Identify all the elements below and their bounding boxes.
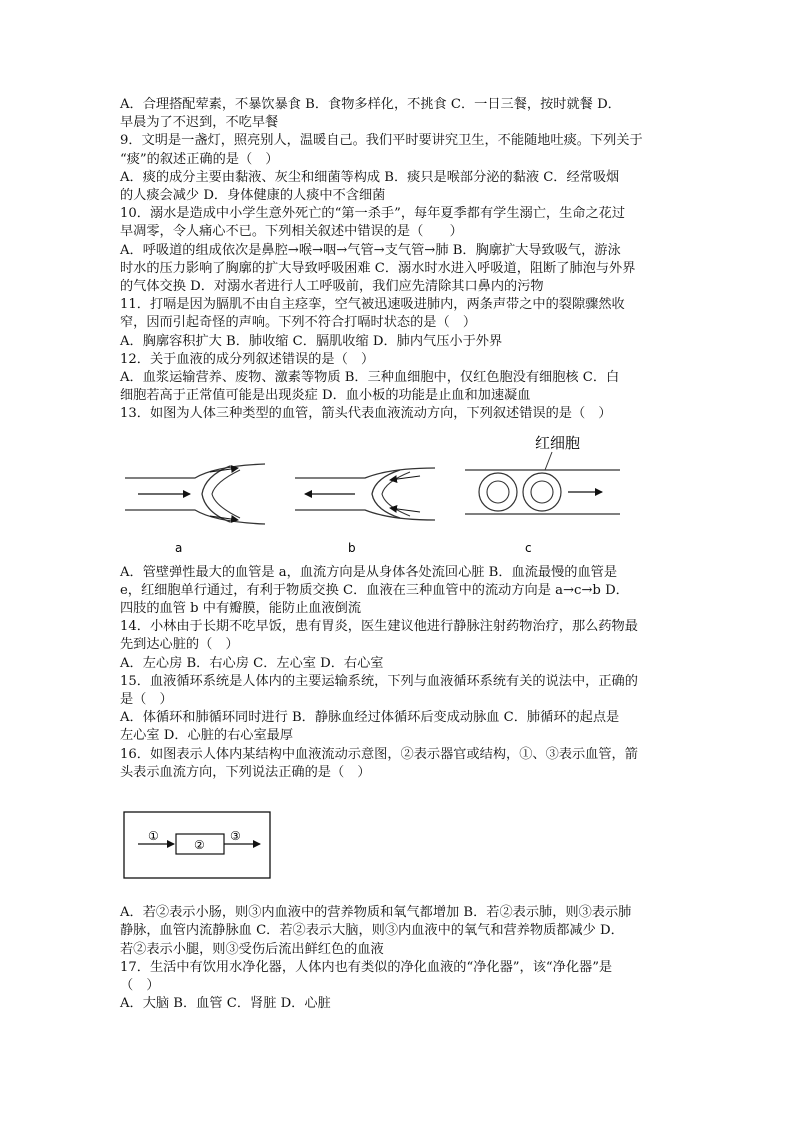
text-line: “痰”的叙述正确的是（ ）	[120, 151, 279, 167]
text-line: 早凋零，令人痛心不已。下列相关叙述中错误的是（ ）	[120, 224, 463, 240]
vessel-3-label: ③	[230, 829, 241, 844]
text-line: 细胞若高于正常值可能是出现炎症 D．血小板的功能是止血和加速凝血	[120, 388, 531, 404]
text-line: 窄，因而引起奇怪的声响。下列不符合打嗝时状态的是（ ）	[120, 315, 477, 331]
red-blood-cell-label: 红细胞	[535, 433, 581, 452]
vessel-1-label: ①	[148, 829, 159, 844]
text-line: 头表示血流方向，下列说法正确的是（ ）	[120, 764, 371, 780]
vessel-c-diagram	[465, 434, 620, 555]
text-block-3	[120, 904, 680, 1013]
question-9: 9．文明是一盏灯，照亮别人，温暖自己。我们平时要讲究卫生，不能随地吐痰。下列关于	[120, 133, 643, 149]
text-line: 若②表示小腿，则③受伤后流出鲜红色的血液	[120, 941, 384, 957]
text-line: A．管壁弹性最大的血管是 a，血流方向是从身体各处流回心脏 B．血流最慢的血管是	[120, 564, 618, 580]
text-block-2	[120, 564, 680, 782]
question-15: 15．血液循环系统是人体内的主要运输系统，下列与血液循环系统有关的说法中，正确的	[120, 673, 638, 689]
text-line: 时水的压力影响了胸廓的扩大导致呼吸困难 C．溺水时水进入呼吸道，阻断了肺泡与外界	[120, 260, 636, 276]
vessel-b-diagram	[295, 468, 435, 555]
question-17: 17．生活中有饮用水净化器，人体内也有类似的净化血液的“净化器”，该“净化器”是	[120, 959, 613, 975]
text-line: 四肢的血管 b 中有瓣膜，能防止血液倒流	[120, 601, 362, 617]
text-line: 先到达心脏的（ ）	[120, 637, 239, 653]
organ-2-label: ②	[194, 838, 205, 853]
text-line: 的气体交换 D．对溺水者进行人工呼吸前，我们应先清除其口鼻内的污物	[120, 279, 544, 295]
text-line: 的人痰会减少 D．身体健康的人痰中不含细菌	[120, 188, 386, 204]
text-line: 静脉，血管内流静脉血 C．若②表示大脑，则③内血液中的氧气和营养物质都减少 D．	[120, 923, 624, 939]
text-line: A．体循环和肺循环同时进行 B．静脉血经过体循环后变成动脉血 C．肺循环的起点是	[120, 710, 620, 726]
blood-vessel-figure	[120, 430, 680, 560]
text-line: 左心室 D．心脏的右心室最厚	[120, 728, 294, 744]
text-line: A．胸廓容积扩大 B．肺收缩 C．膈肌收缩 D．肺内气压小于外界	[120, 333, 503, 349]
vessel-a-diagram	[125, 464, 265, 555]
question-13: 13．如图为人体三种类型的血管，箭头代表血液流动方向，下列叙述错误的是（ ）	[120, 406, 612, 422]
text-line: e，红细胞单行通过，有利于物质交换 C．血液在三种血管中的流动方向是 a→c→b D．	[120, 582, 629, 598]
text-line: A．合理搭配荤素，不暴饮暴食 B．食物多样化，不挑食 C．一日三餐，按时就餐 D．	[120, 97, 621, 112]
question-11: 11．打嗝是因为膈肌不由自主痉挛，空气被迅速吸进肺内，两条声带之中的裂隙骤然收	[120, 297, 625, 313]
text-line: 早晨为了不迟到，不吃早餐	[120, 115, 279, 131]
text-line: A．痰的成分主要由黏液、灰尘和细菌等构成 B．痰只是喉部分泌的黏液 C．经常吸烟	[120, 169, 620, 185]
text-block-1	[120, 96, 680, 424]
blood-flow-diagram	[120, 788, 680, 900]
vessel-c-label: c	[525, 540, 532, 555]
text-line: A．呼吸道的组成依次是鼻腔→喉→咽→气管→支气管→肺 B．胸廓扩大导致吸气，游泳	[120, 242, 621, 258]
text-line: A．血浆运输营养、废物、激素等物质 B．三种血细胞中，仅红色胞没有细胞核 C．白	[120, 370, 620, 386]
text-line: （ ）	[120, 977, 160, 993]
question-16: 16．如图表示人体内某结构中血液流动示意图，②表示器官或结构，①、③表示血管，箭	[120, 746, 638, 762]
vessel-a-label: a	[175, 540, 183, 555]
text-line: A．若②表示小肠，则③内血液中的营养物质和氧气都增加 B．若②表示肺，则③表示肺	[120, 905, 632, 921]
vessel-b-label: b	[348, 540, 356, 555]
document-page	[120, 96, 680, 1013]
question-12: 12．关于血液的成分列叙述错误的是（ ）	[120, 351, 375, 367]
question-14: 14．小林由于长期不吃早饭，患有胃炎，医生建议他进行静脉注射药物治疗，那么药物最	[120, 619, 638, 635]
text-line: A．左心房 B．右心房 C．左心室 D．右心室	[120, 655, 384, 671]
text-line: A．大脑 B．血管 C．肾脏 D．心脏	[120, 996, 331, 1012]
question-10: 10．溺水是造成中小学生意外死亡的“第一杀手”，每年夏季都有学生溺亡，生命之花过	[120, 206, 626, 222]
text-line: 是（ ）	[120, 692, 173, 708]
